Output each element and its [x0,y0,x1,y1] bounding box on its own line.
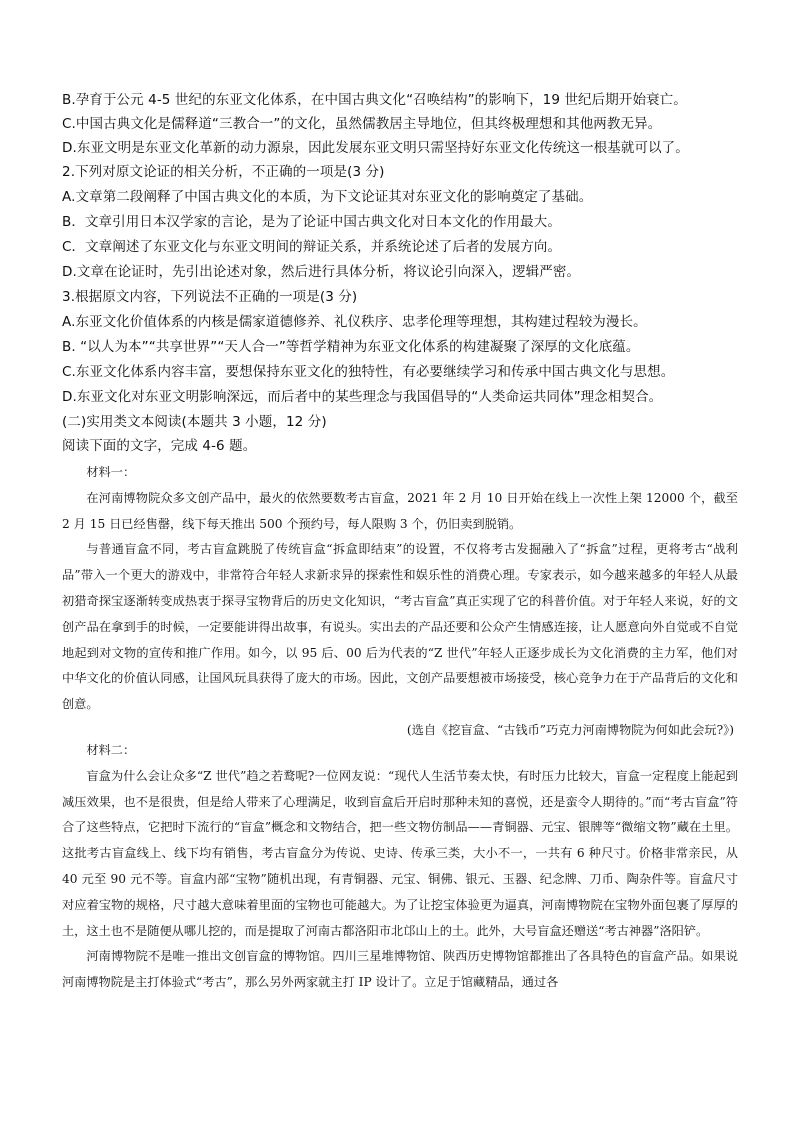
option-line: B.孕育于公元 4-5 世纪的东亚文化体系，在中国古典文化“召唤结构”的影响下，19 世纪后期开始衰亡。 [62,92,687,108]
material-two-paragraph: 河南博物院不是唯一推出文创盲盒的博物馆。四川三星堆博物馆、陕西历史博物馆都推出了各具特色的盲盒产品。如果说河南博物院是主打体验式“考古”，那么另外两家就主打 IP 设计了。立足于馆藏精品，通过各 [62,949,738,990]
instruction-line: 阅读下面的文字，完成 4-6 题。 [62,438,257,454]
material-one-heading: 材料一： [86,465,136,479]
material-one-paragraph: 在河南博物院众多文创产品中，最火的依然要数考古盲盒，2021 年 2 月 10 日开始在线上一次性上架 12000 个，截至 2 月 15 日已经售罄，线下每天推出 500 个预约号，每人限购 3 个，仍旧卖到脱销。 [62,490,738,531]
option-line: C．文章阐述了东亚文化与东亚文明间的辩证关系，并系统论述了后者的发展方向。 [62,239,562,255]
option-line: A.东亚文化价值体系的内核是儒家道德修养、礼仪秩序、忠孝伦理等理想，其构建过程较为漫长。 [62,314,647,330]
question-stem: 2.下列对原文论证的相关分析，不正确的一项是(3 分) [62,164,385,180]
option-line: D.文章在论证时，先引出论述对象，然后进行具体分析，将议论引向深入，逻辑严密。 [62,264,581,280]
option-line: C.中国古典文化是儒释道“三教合一”的文化，虽然儒教居主导地位，但其终极理想和其他两教无异。 [62,116,662,132]
material-two-paragraph: 盲盒为什么会让众多“Z 世代”趋之若鹜呢?一位网友说：“现代人生活节奏太快，有时压力比较大，盲盒一定程度上能起到减压效果，也不是很贵，但是给人带来了心理满足，收到盲盒后开启时那种未知的喜悦，还是蛮令人期待的。”而“考古盲盒”符合了这些特点，它把时下流行的“盲盒”概念和文物结合，把一些文物仿制品——青铜器、元宝、银牌等“微缩文物”藏在土里。这批考古盲盒线上、线下均有销售，考古盲盒分为传说、史诗、传承三类，大小不一，一共有 6 种尺寸。价格非常亲民，从 40 元至 90 元不等。盲盒内部“宝物”随机出现，有青铜器、元宝、铜佛、银元、玉器、纪念牌、刀币、陶杂件等。盲盒尺寸对应着宝物的规格，尺寸越大意味着里面的宝物也可能越大。为了让挖宝体验更为逼真，河南博物院在宝物外面包裹了厚厚的土，这土也不是随便从哪儿挖的，而是提取了河南古都洛阳市北邙山上的土。此外，大号盲盒还赠送“考古神器”洛阳铲。 [62,768,738,938]
section-heading: (二)实用类文本阅读(本题共 3 小题，12 分) [62,414,327,430]
option-line: C.东亚文化体系内容丰富，要想保持东亚文化的独特性，有必要继续学习和传承中国古典文化与思想。 [62,364,675,380]
option-line: D.东亚文化对东亚文明影响深远，而后者中的某些理念与我国倡导的“人类命运共同体”理念相契合。 [62,389,663,405]
material-one-paragraph: 与普通盲盒不同，考古盲盒跳脱了传统盲盒“拆盒即结束”的设置，不仅将考古发掘融入了“拆盒”过程，更将考古“战利品”带入一个更大的游戏中，非常符合年轻人求新求异的探索性和娱乐性的消费心理。专家表示，如今越来越多的年轻人从最初猎奇探宝逐渐转变成热衷于探寻宝物背后的历史文化知识，“考古盲盒”真正实现了它的科普价值。对于年轻人来说，好的文创产品在拿到手的时候，一定要能讲得出故事，有说头。实出去的产品还要和公众产生情感连接，让人愿意向外自觉或不自觉地起到对文物的宣传和推广作用。如今，以 95 后、00 后为代表的“Z 世代”年轻人正逐步成长为文化消费的主力军，他们对中华文化的价值认同感，让国风玩具获得了庞大的市场。因此，文创产品要想被市场接受，核心竞争力在于产品背后的文化和创意。 [62,542,738,712]
material-two [62,738,738,996]
material-one [62,460,738,744]
material-one-source: (选自《挖盲盒、“古钱币”巧克力河南博物院为何如此会玩?》) [406,722,734,737]
option-line: B. “以人为本”“共享世界”“天人合一”等哲学精神为东亚文化体系的构建凝聚了深厚的文化底蕴。 [62,339,640,355]
question-stem: 3.根据原文内容，下列说法不正确的一项是(3 分) [62,289,358,305]
option-line: D.东亚文明是东亚文化革新的动力源泉，因此发展东亚文明只需坚持好东亚文化传统这一根基就可以了。 [62,140,689,156]
option-line: A.文章第二段阐释了中国古典文化的本质，为下文论证其对东亚文化的影响奠定了基础。 [62,189,593,205]
option-line: B．文章引用日本汉学家的言论，是为了论证中国古典文化对日本文化的作用最大。 [62,214,561,230]
material-two-heading: 材料二： [86,743,136,757]
